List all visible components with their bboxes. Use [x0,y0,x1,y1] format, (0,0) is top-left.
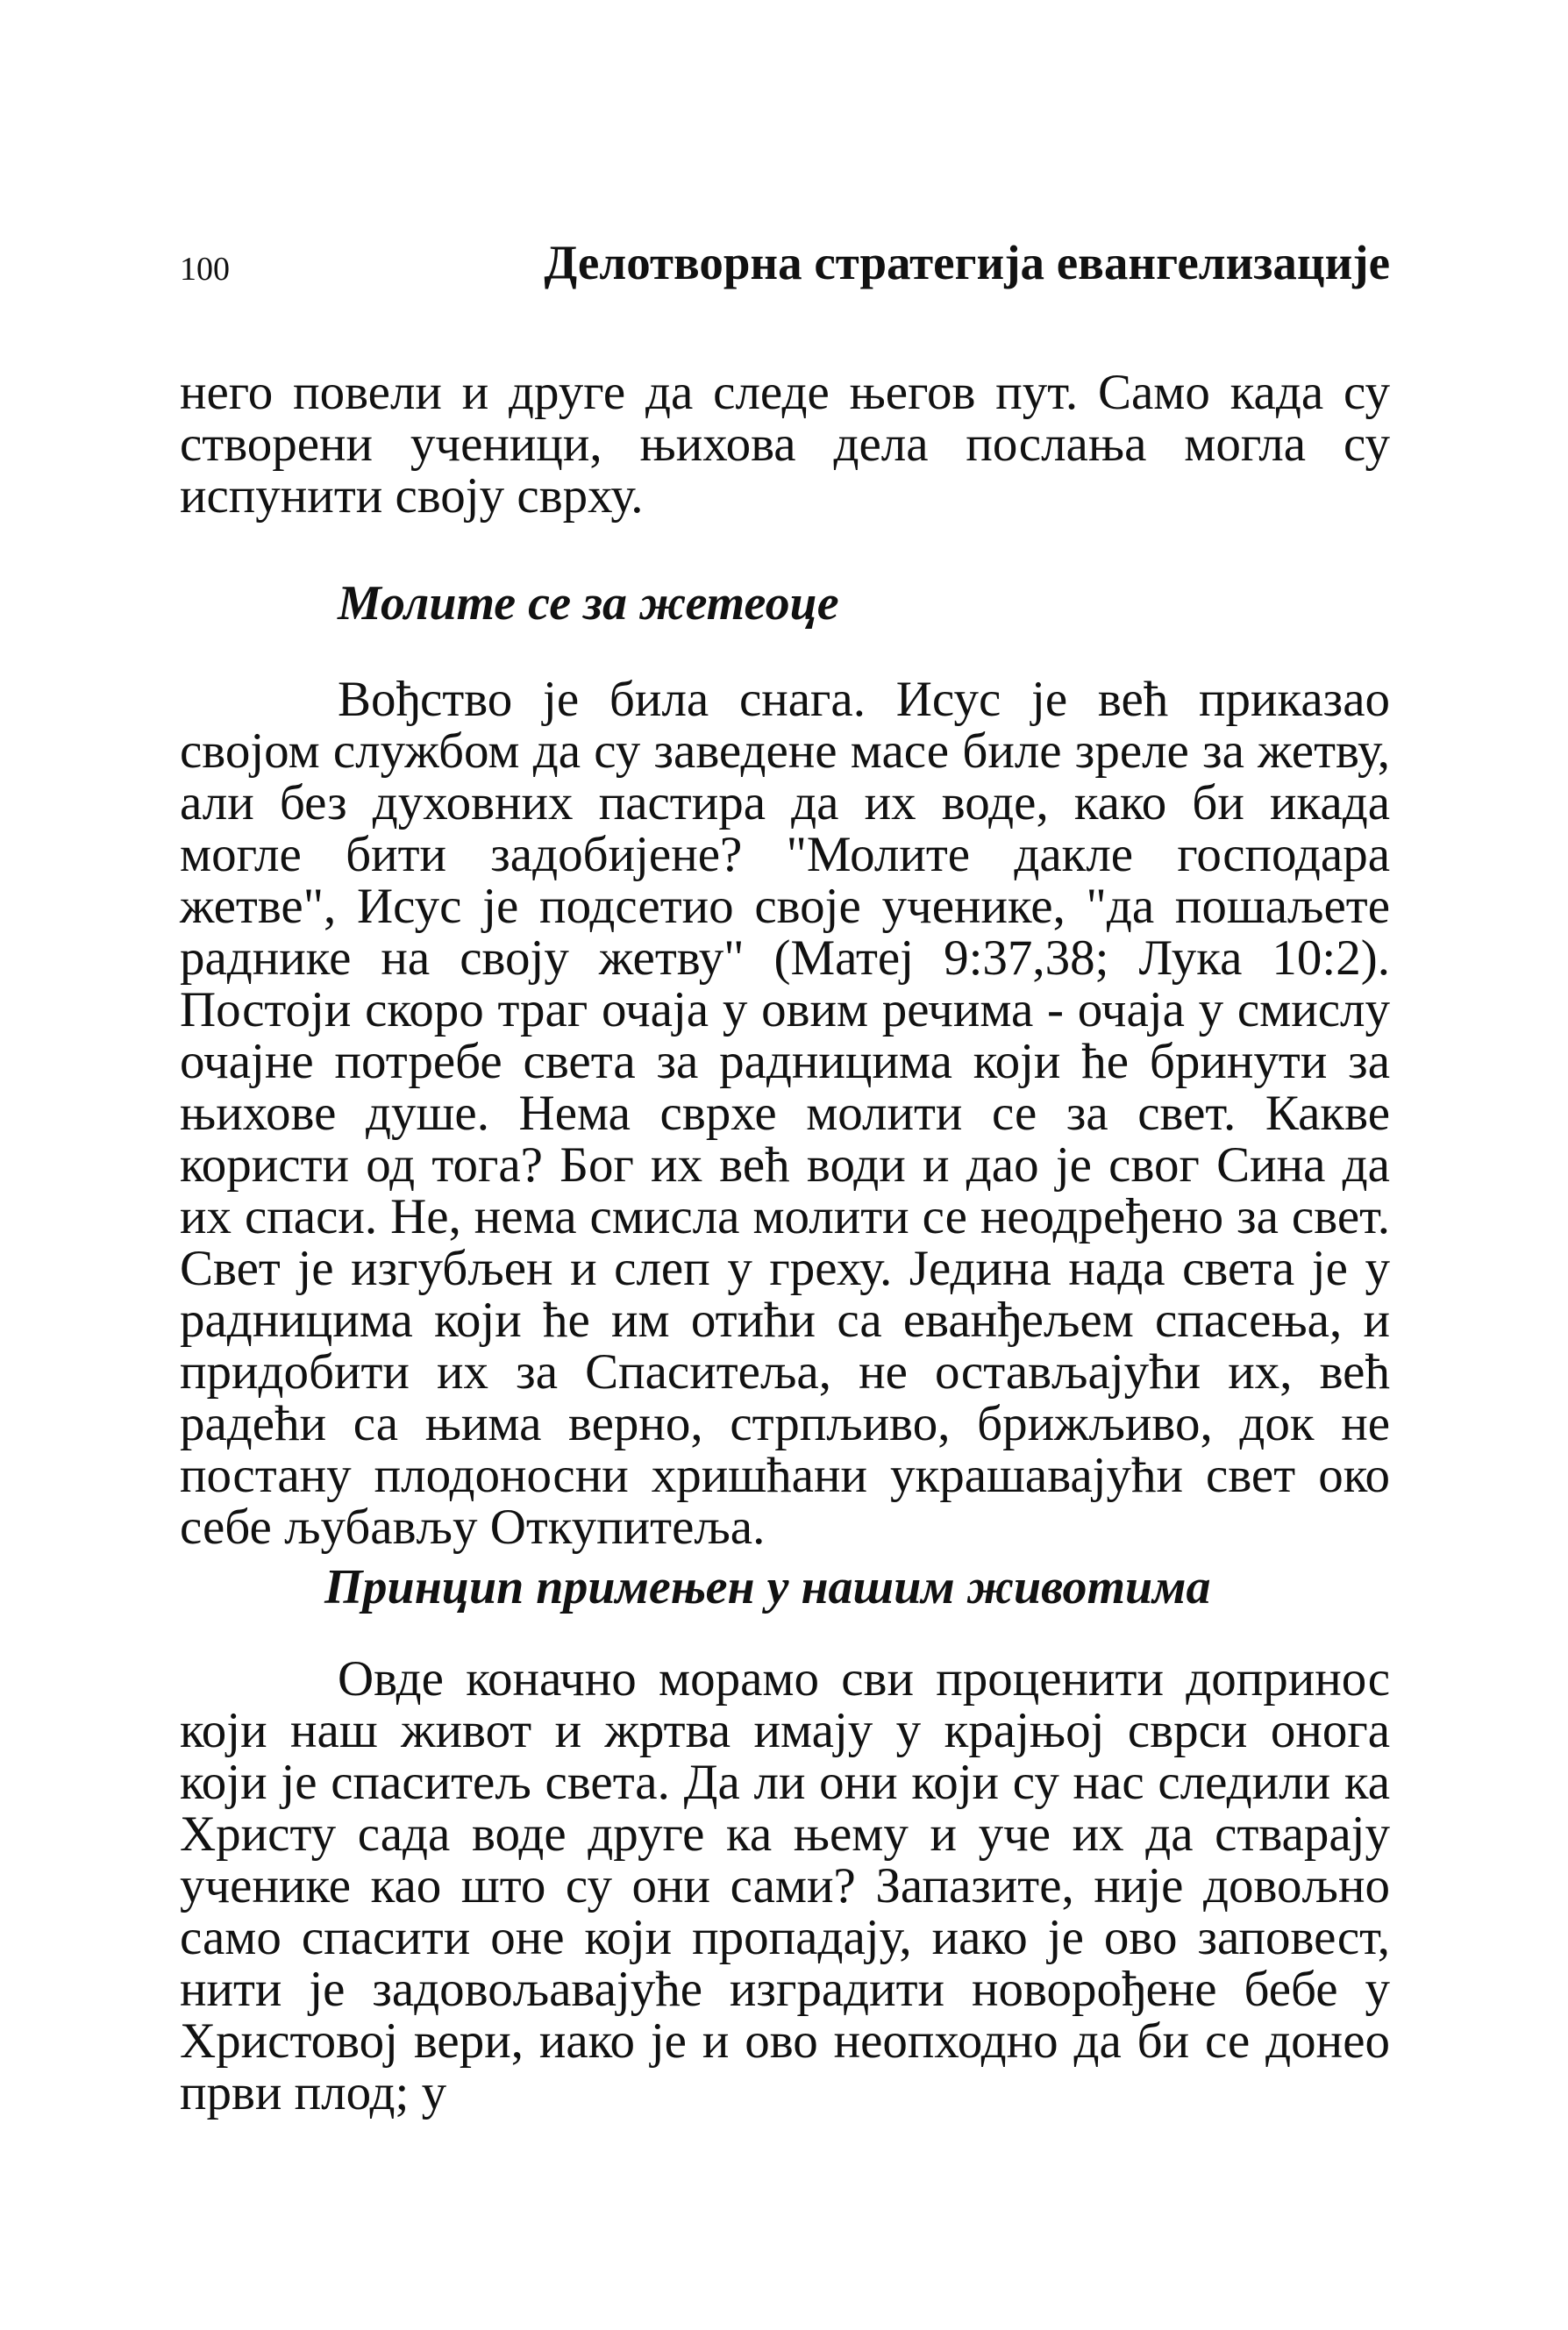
section-heading-principle-applied: Принцип примењен у нашим животима [324,1560,1211,1614]
running-title: Делотворна стратегија евангелизације [544,236,1390,289]
book-page [180,0,1390,2330]
section-heading-pray-for-reapers: Молите се за жетеоце [338,576,839,631]
paragraph-leadership: Вођство је била снага. Исус је већ приказао својом службом да су заведене масе биле зреле за жетву, али без духовних пастира да их воде, како би икада могле бити задобијене? "Молите дакле господара жетве", Исус је подсетио своје ученике, "да пошаљете раднике на своју жетву" (Матеј 9:37,38; Лука 10:2). Постоји скоро траг очаја у овим речима - очаја у смислу очајне потребе света за радницима који ће бринути за њихове душе. Нема сврхе молити се за свет. Какве користи од тога? Бог их већ води и дао је свог Сина да их спаси. Не, нема смисла молити се неодређено за свет. Свет је изгубљен и слеп у греху. Једина нада света је у радницима који ће им отићи са еванђељем спасења, и придобити их за Спаситеља, не остављајући их, већ радећи са њима верно, стрпљиво, брижљиво, док не постану плодоносни хришћани украшавајући свет око себе љубављу Откупитеља. [180,672,1390,1555]
running-header [180,237,1390,298]
page-number: 100 [180,251,230,288]
paragraph-continuation: него повели и друге да следе његов пут. Само када су створени ученици, њихова дела послања могла су испунити своју сврху. [180,365,1390,524]
paragraph-evaluate-contribution: Овде коначно морамо сви проценити допринос који наш живот и жртва имају у крајњој сврси онога који је спаситељ света. Да ли они који су нас следили ка Христу сада воде друге ка њему и уче их да стварају ученике као што су они сами? Запазите, није довољно само спасити оне који пропадају, иако је ово заповест, нити је задовољавајуће изградити новорођене бебе у Христовој вери, иако је и ово неопходно да би се донео први плод; у [180,1651,1390,2120]
